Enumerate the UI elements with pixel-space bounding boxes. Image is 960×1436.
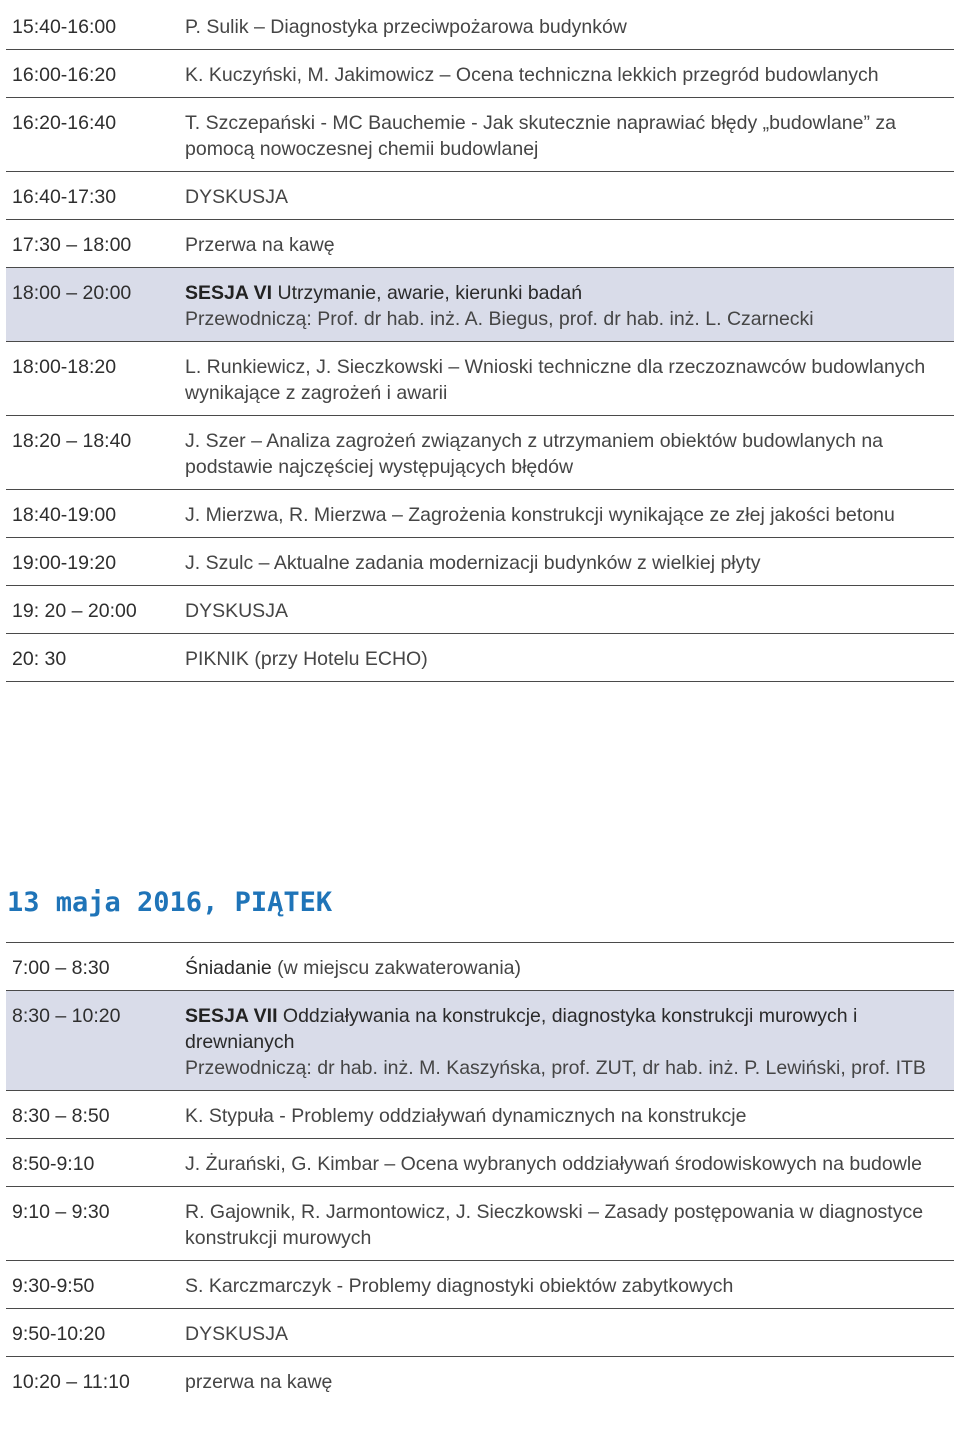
talk-cell: J. Szulc – Aktualne zadania modernizacji budynków z wielkiej płyty xyxy=(185,552,761,574)
schedule-row xyxy=(6,220,954,268)
talk-cell: J. Szer – Analiza zagrożeń związanych z utrzymaniem obiektów budowlanych na podstawie najczęściej występujących błędów xyxy=(185,430,884,478)
break-cell: przerwa na kawę xyxy=(185,1371,333,1393)
schedule-row xyxy=(6,0,954,50)
time-cell: 8:30 – 10:20 xyxy=(12,1005,121,1027)
schedule-row xyxy=(6,634,954,682)
session-cell xyxy=(185,1003,954,1081)
time-cell: 9:30-9:50 xyxy=(12,1275,95,1297)
time-cell: 16:20-16:40 xyxy=(12,112,117,134)
meal-cell xyxy=(185,955,954,981)
time-cell: 8:50-9:10 xyxy=(12,1153,95,1175)
session-chairs: Przewodniczą: dr hab. inż. M. Kaszyńska, prof. ZUT, dr hab. inż. P. Lewiński, prof. ITB xyxy=(185,1057,926,1079)
talk-cell: S. Karczmarczyk - Problemy diagnostyki obiektów zabytkowych xyxy=(185,1275,734,1297)
discussion-cell: DYSKUSJA xyxy=(185,186,288,208)
schedule-row xyxy=(6,1309,954,1357)
time-cell: 20: 30 xyxy=(12,648,67,670)
time-cell: 18:00 – 20:00 xyxy=(12,282,132,304)
time-cell: 8:30 – 8:50 xyxy=(12,1105,110,1127)
talk-cell: P. Sulik – Diagnostyka przeciwpożarowa budynków xyxy=(185,16,627,38)
session-label: SESJA VII xyxy=(185,1005,278,1027)
day-heading: 13 maja 2016, PIĄTEK xyxy=(7,887,333,918)
schedule-row xyxy=(6,1139,954,1187)
schedule-row xyxy=(6,1261,954,1309)
time-cell: 10:20 – 11:10 xyxy=(12,1371,130,1393)
schedule-table-day2 xyxy=(6,942,954,1404)
schedule-row xyxy=(6,1187,954,1261)
schedule-row xyxy=(6,50,954,98)
schedule-row xyxy=(6,416,954,490)
time-cell: 16:00-16:20 xyxy=(12,64,117,86)
break-cell: Przerwa na kawę xyxy=(185,234,335,256)
time-cell: 18:20 – 18:40 xyxy=(12,430,132,452)
talk-cell: T. Szczepański - MC Bauchemie - Jak skutecznie naprawiać błędy „budowlane” za pomocą nowoczesnej chemii budowlanej xyxy=(185,112,896,160)
session-row xyxy=(6,268,954,342)
talk-cell: K. Kuczyński, M. Jakimowicz – Ocena techniczna lekkich przegród budowlanych xyxy=(185,64,879,86)
meal-label: Śniadanie xyxy=(185,957,272,979)
time-cell: 19: 20 – 20:00 xyxy=(12,600,137,622)
session-title: Utrzymanie, awarie, kierunki badań xyxy=(277,282,583,304)
talk-cell: L. Runkiewicz, J. Sieczkowski – Wnioski techniczne dla rzeczoznawców budowlanych wynikające z zagrożeń i awarii xyxy=(185,356,926,404)
time-cell: 18:40-19:00 xyxy=(12,504,117,526)
schedule-row xyxy=(6,538,954,586)
schedule-table-day1 xyxy=(6,0,954,682)
schedule-row xyxy=(6,1091,954,1139)
schedule-row xyxy=(6,172,954,220)
schedule-row xyxy=(6,943,954,991)
session-title: Oddziaływania na konstrukcje, diagnostyka konstrukcji murowych i drewnianych xyxy=(185,1005,858,1053)
schedule-row xyxy=(6,1357,954,1404)
time-cell: 9:10 – 9:30 xyxy=(12,1201,110,1223)
event-cell: PIKNIK (przy Hotelu ECHO) xyxy=(185,648,428,670)
schedule-row xyxy=(6,586,954,634)
schedule-row xyxy=(6,490,954,538)
time-cell: 7:00 – 8:30 xyxy=(12,957,110,979)
talk-cell: K. Stypuła - Problemy oddziaływań dynamicznych na konstrukcje xyxy=(185,1105,747,1127)
time-cell: 19:00-19:20 xyxy=(12,552,117,574)
talk-cell: R. Gajownik, R. Jarmontowicz, J. Sieczkowski – Zasady postępowania w diagnostyce konstrukcji murowych xyxy=(185,1201,924,1249)
discussion-cell: DYSKUSJA xyxy=(185,600,288,622)
session-cell xyxy=(185,280,954,332)
schedule-row xyxy=(6,98,954,172)
time-cell: 9:50-10:20 xyxy=(12,1323,106,1345)
time-cell: 17:30 – 18:00 xyxy=(12,234,132,256)
time-cell: 16:40-17:30 xyxy=(12,186,117,208)
session-row xyxy=(6,991,954,1091)
session-chairs: Przewodniczą: Prof. dr hab. inż. A. Biegus, prof. dr hab. inż. L. Czarnecki xyxy=(185,308,814,330)
meal-note: (w miejscu zakwaterowania) xyxy=(277,957,521,979)
talk-cell: J. Żurański, G. Kimbar – Ocena wybranych oddziaływań środowiskowych na budowle xyxy=(185,1153,923,1175)
session-label: SESJA VI xyxy=(185,282,273,304)
time-cell: 15:40-16:00 xyxy=(12,16,117,38)
schedule-row xyxy=(6,342,954,416)
discussion-cell: DYSKUSJA xyxy=(185,1323,288,1345)
time-cell: 18:00-18:20 xyxy=(12,356,117,378)
talk-cell: J. Mierzwa, R. Mierzwa – Zagrożenia konstrukcji wynikające ze złej jakości betonu xyxy=(185,504,895,526)
